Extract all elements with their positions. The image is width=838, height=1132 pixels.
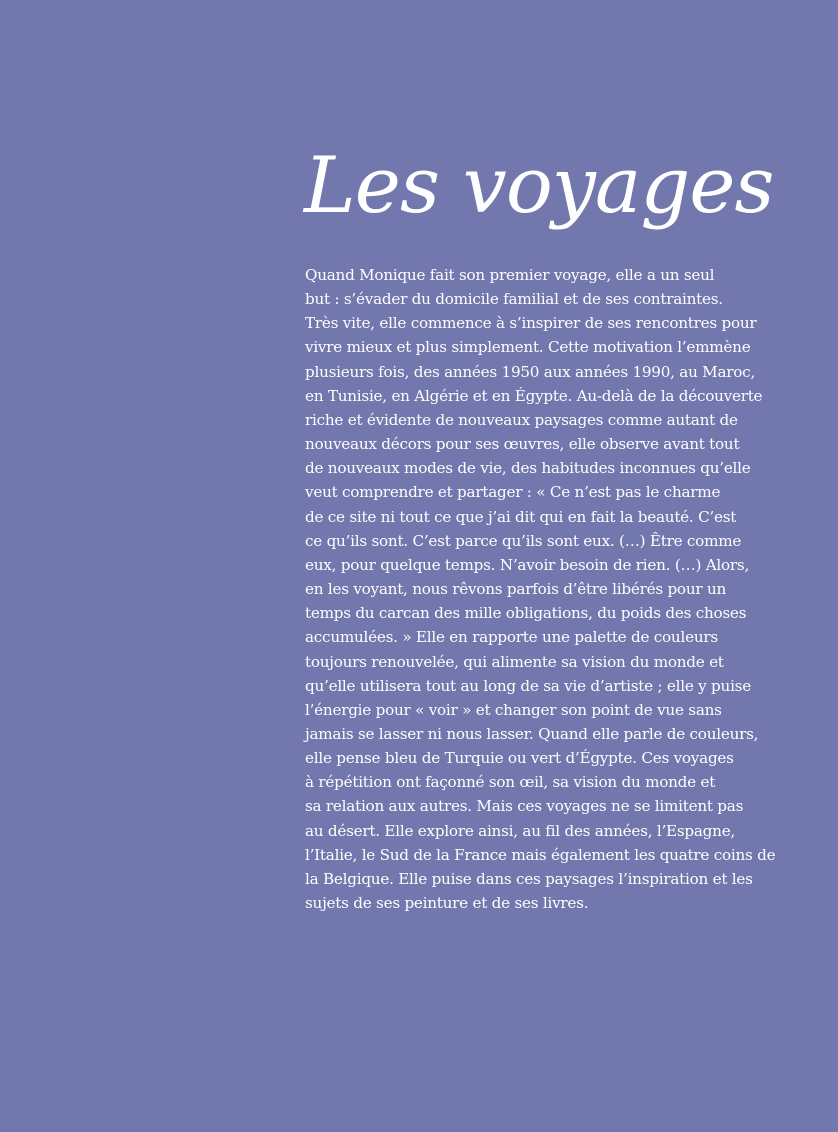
paragraph-line: de ce site ni tout ce que j’ai dit qui en fait la beauté. C’est [305, 507, 737, 526]
paragraph-line: sujets de ses peinture et de ses livres. [305, 894, 589, 913]
paragraph-line: accumulées. » Elle en rapporte une palette de couleurs [305, 628, 718, 647]
paragraph-line: en Tunisie, en Algérie et en Égypte. Au-delà de la découverte [305, 386, 763, 405]
paragraph-line: plusieurs fois, des années 1950 aux années 1990, au Maroc, [305, 362, 756, 381]
paragraph-line: Quand Monique fait son premier voyage, elle a un seul [305, 266, 715, 284]
paragraph-line: l’Italie, le Sud de la France mais également les quatre coins de [305, 845, 776, 864]
body-paragraph [305, 263, 775, 915]
paragraph-line: elle pense bleu de Turquie ou vert d’Égypte. Ces voyages [305, 749, 734, 768]
paragraph-line: jamais se lasser ni nous lasser. Quand elle parle de couleurs, [305, 724, 759, 743]
paragraph-line: veut comprendre et partager : « Ce n’est pas le charme [305, 483, 721, 502]
paragraph-line: Très vite, elle commence à s’inspirer de ses rencontres pour [305, 314, 757, 333]
handwritten-title [300, 138, 774, 250]
paragraph-line: temps du carcan des mille obligations, du poids des choses [305, 604, 747, 623]
title-text: Les voyages [304, 141, 774, 231]
paragraph-line: la Belgique. Elle puise dans ces paysages l’inspiration et les [305, 869, 753, 888]
title-script [300, 138, 774, 250]
paragraph-line: vivre mieux et plus simplement. Cette motivation l’emmène [305, 338, 751, 357]
paragraph-line: nouveaux décors pour ses œuvres, elle observe avant tout [305, 435, 740, 454]
paragraph-line: qu’elle utilisera tout au long de sa vie d’artiste ; elle y puise [305, 676, 751, 695]
paragraph-line: ce qu’ils sont. C’est parce qu’ils sont eux. (…) Être comme [305, 531, 742, 550]
paragraph-line: de nouveaux modes de vie, des habitudes inconnues qu’elle [305, 459, 751, 478]
paragraph-line: en les voyant, nous rêvons parfois d’être libérés pour un [305, 580, 727, 599]
paragraph-line: l’énergie pour « voir » et changer son point de vue sans [305, 700, 722, 719]
paragraph-line: sa relation aux autres. Mais ces voyages ne se limitent pas [305, 797, 744, 816]
paragraph-line: but : s’évader du domicile familial et de ses contraintes. [305, 290, 723, 309]
paragraph-line: au désert. Elle explore ainsi, au fil des années, l’Espagne, [305, 821, 736, 840]
paragraph-line: toujours renouvelée, qui alimente sa vision du monde et [305, 652, 724, 671]
paragraph-line: riche et évidente de nouveaux paysages comme autant de [305, 410, 738, 429]
paragraph-line: eux, pour quelque temps. N’avoir besoin de rien. (…) Alors, [305, 555, 750, 574]
paragraph-line: à répétition ont façonné son œil, sa vision du monde et [305, 773, 716, 792]
